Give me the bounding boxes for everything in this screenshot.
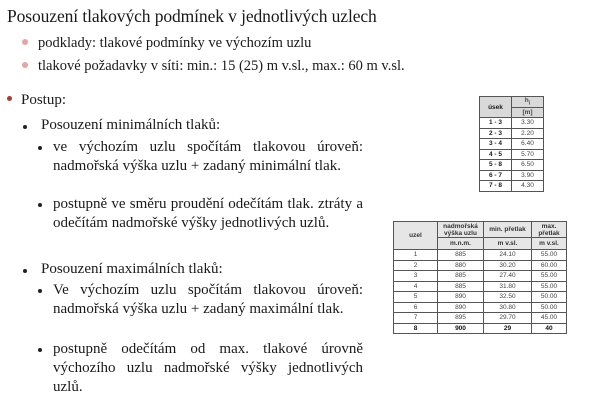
table-row: 2 880 30.20 60.00: [394, 260, 567, 271]
bullet-icon: [23, 125, 27, 129]
sub-bullet-pozadavky: [22, 58, 405, 75]
max-item-1: [38, 281, 363, 319]
sub-bullet-text: tlakové požadavky v síti: min.: 15 (25) m v.sl., max.: 60 m v.sl.: [38, 58, 405, 74]
t1-header-unit: [m]: [512, 107, 544, 118]
table-row: 8 900 29 40: [394, 323, 567, 334]
min-item-2: [38, 195, 363, 233]
sub-bullet-text: podklady: tlakové podmínky ve výchozím uzlu: [38, 35, 312, 51]
t2-unit-max: m v.sl.: [532, 238, 567, 250]
table-row: 3 - 4 6.40: [480, 139, 544, 150]
node-pressure-table: [393, 221, 567, 334]
t2-header-node: uzel: [394, 222, 438, 250]
table-row: 7 - 8 4.30: [480, 181, 544, 192]
heading-min-pressures: [23, 117, 220, 134]
table-row: 4 - 5 5.70: [480, 149, 544, 160]
sub-bullet-podklady: [22, 35, 311, 52]
table-row: 3 885 27.40 55.00: [394, 271, 567, 282]
t2-header-elevation: nadmořská výška uzlu: [438, 222, 484, 238]
min-heading-text: Posouzení minimálních tlaků:: [41, 117, 221, 133]
table-row: 6 890 30.80 50.00: [394, 302, 567, 313]
max-item-1-text: Ve výchozím uzlu spočítám tlakovou úroveň: nadmořská výška uzlu + zadaný maximální tlak.: [53, 282, 363, 317]
table-row: 5 890 32.50 50.00: [394, 292, 567, 303]
max-heading-text: Posouzení maximálních tlaků:: [41, 261, 223, 277]
bullet-icon: [38, 289, 42, 293]
t1-header-key: úsek: [480, 97, 512, 118]
bullet-postup: [7, 92, 66, 109]
max-item-2-text: postupně odečítám od max. tlakové úrovně výchozího uzlu nadmořské výšky jednotlivých uzlů.: [53, 341, 363, 395]
slide-title: Posouzení tlakových podmínek v jednotlivých uzlech: [7, 6, 377, 26]
t2-unit-elevation: m.n.m.: [438, 238, 484, 250]
section-drops-table: [479, 96, 544, 192]
min-item-1: [38, 138, 363, 176]
t2-header-max: max. přetlak: [532, 222, 567, 238]
table-row: 5 - 8 6.50: [480, 160, 544, 171]
postup-label: Postup:: [21, 92, 67, 108]
pink-bullet-icon: [22, 39, 28, 45]
table-row: 1 - 3 3.30: [480, 118, 544, 129]
t2-header-min: min. přetlak: [484, 222, 532, 238]
t1-header-val: $h_i$: [512, 97, 544, 108]
bullet-icon: [38, 146, 42, 150]
min-item-1-text: ve výchozím uzlu spočítám tlakovou úroveň: nadmořská výška uzlu + zadaný minimální tlak.: [53, 139, 363, 174]
table-row: 7 895 29.70 45.00: [394, 313, 567, 324]
table-row: 4 885 31.80 55.00: [394, 281, 567, 292]
bullet-icon: [38, 203, 42, 207]
table-row: 6 - 7 3.90: [480, 170, 544, 181]
min-item-2-text: postupně ve směru proudění odečítám tlak. ztráty a odečítám nadmořské výšky jednotlivých uzlů.: [53, 196, 363, 231]
table-row: 1 885 24.10 55.00: [394, 250, 567, 261]
heading-max-pressures: [23, 261, 223, 278]
max-item-2: [38, 340, 363, 397]
bullet-icon: [23, 269, 27, 273]
bullet-icon: [38, 348, 42, 352]
t2-unit-min: m v.sl.: [484, 238, 532, 250]
pink-bullet-icon: [22, 62, 28, 68]
table-row: 2 - 3 2.20: [480, 128, 544, 139]
red-bullet-icon: [7, 96, 12, 101]
